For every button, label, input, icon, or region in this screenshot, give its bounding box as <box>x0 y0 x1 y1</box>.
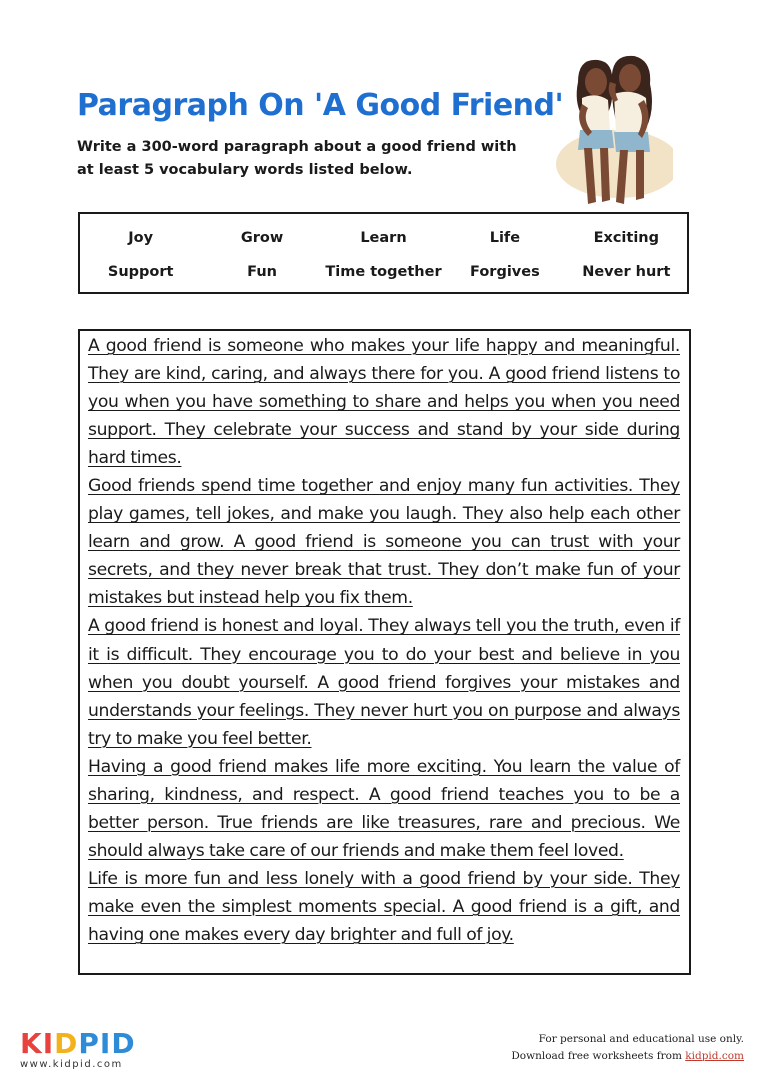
vocab-word: Learn <box>360 230 407 246</box>
two-friends-illustration <box>548 52 673 212</box>
vocab-word: Life <box>489 230 521 246</box>
vocabulary-box <box>78 212 689 294</box>
paragraph: A good friend is someone who makes your life happy and meaningful. They are kind, caring, and always there for you. A good friend listens to you when you have something to share and helps you when you need support. They celebrate your success and stand by your side during hard times. <box>88 336 680 469</box>
paragraph-box <box>78 329 691 975</box>
paragraph: Life is more fun and less lonely with a good friend by your side. They make even the simplest moments special. A good friend is a gift, and having one makes every day brighter and full of joy. <box>88 868 680 945</box>
logo-url: www.kidpid.com <box>20 1059 123 1070</box>
footer-link[interactable]: kidpid.com <box>685 1050 744 1062</box>
vocab-word: Forgives <box>470 264 540 280</box>
vocab-word: Never hurt <box>582 264 671 280</box>
logo-wordmark <box>20 1028 136 1060</box>
logo-part-pid: PID <box>78 1027 136 1060</box>
vocab-word: Joy <box>128 230 154 246</box>
vocab-word: Support <box>107 264 174 280</box>
kidpid-logo <box>20 1027 136 1072</box>
vocab-word: Grow <box>240 230 284 246</box>
vocab-word: Time together <box>325 264 442 280</box>
page-title: Paragraph On 'A Good Friend' <box>77 88 564 123</box>
footer-note <box>511 1031 744 1065</box>
instructions-text: Write a 300-word paragraph about a good friend with at least 5 vocabulary words listed below. <box>77 139 517 178</box>
footer-note-line1: For personal and educational use only. <box>538 1033 744 1045</box>
footer-note-prefix: Download free worksheets from <box>511 1050 686 1062</box>
paragraph: Having a good friend makes life more exciting. You learn the value of sharing, kindness, and respect. A good friend teaches you to be a better person. True friends are like treasures, rare and precious. We should always take care of our friends and make them feel loved. <box>88 756 680 861</box>
vocab-word: Exciting <box>593 230 660 246</box>
paragraph: A good friend is honest and loyal. They always tell you the truth, even if it is difficult. They encourage you to do your best and believe in you when you doubt yourself. A good friend forgives your mistakes and understands your feelings. They never hurt you on purpose and always try to make you feel better. <box>88 616 680 749</box>
logo-part-d: D <box>54 1027 79 1060</box>
paragraph: Good friends spend time together and enjoy many fun activities. They play games, tell jokes, and make you laugh. They also help each other learn and grow. A good friend is someone you can trust with your secrets, and they never break that trust. They don’t make fun of your mistakes but instead help you fix them. <box>88 476 680 609</box>
footer-note-line2 <box>511 1048 744 1065</box>
logo-part-ki: KI <box>20 1027 55 1060</box>
vocab-word: Fun <box>247 264 278 280</box>
